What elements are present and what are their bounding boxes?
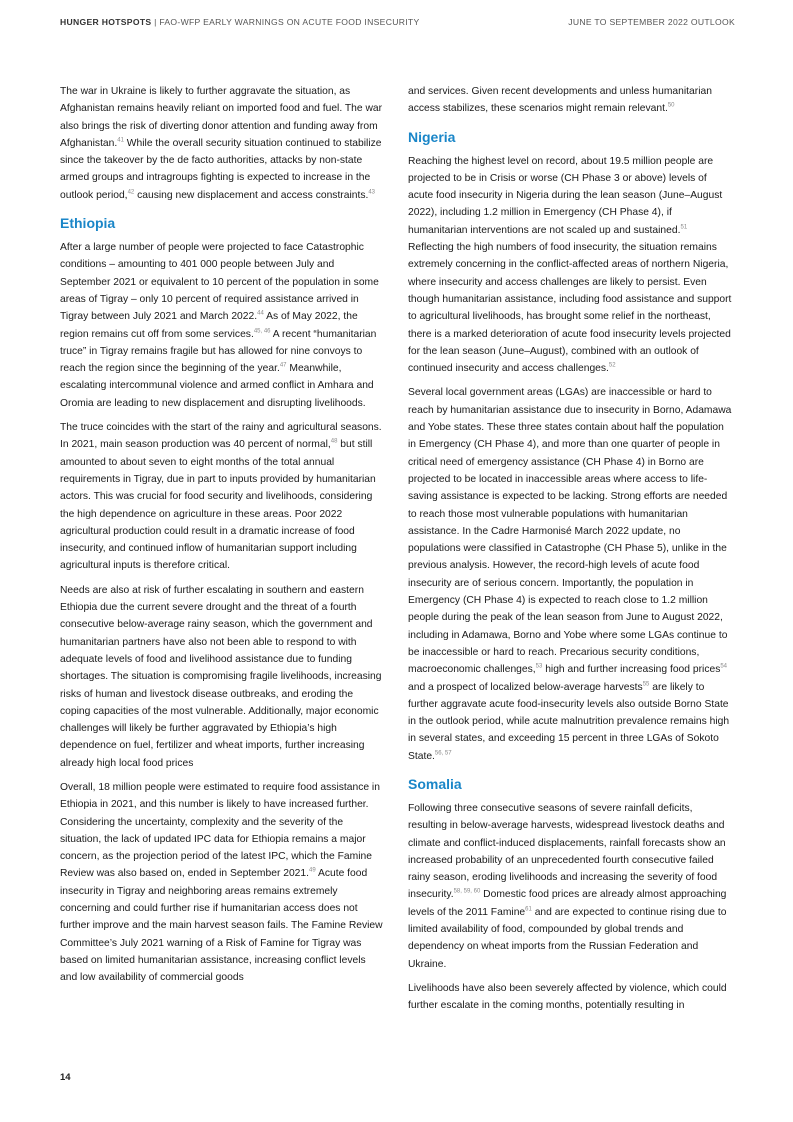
somalia-heading: Somalia bbox=[408, 775, 462, 792]
nigeria-heading: Nigeria bbox=[408, 128, 456, 145]
afghanistan-paragraph: The war in Ukraine is likely to further aggravate the situation, as Afghanistan remains heavily reliant on imported food and fuel. The war also brings the risk of diverting donor attention and funding away from Afghanistan.$^{41}$ While the overall security situation continued to stabilize since the takeover by the de facto authorities, attacks by non-state armed groups and intragroups fighting is expected to increase in the outlook period,$^{42}$ causing new displacement and access constraints.$^{43}$ bbox=[60, 86, 383, 201]
ethiopia-heading: Ethiopia bbox=[60, 215, 116, 232]
left-column bbox=[60, 83, 385, 994]
nigeria-paragraph-1: Reaching the highest level on record, about 19.5 million people are projected to be in Crisis or worse (CH Phase 3 or above) levels of acute food insecurity in Nigeria during the lean season (June–August 2022), including 1.2 million in Emergency (CH Phase 4), if humanitarian interventions are not scaled up and sustained.$^{51}$ Reflecting the high numbers of food insecurity, the situation remains extremely concerning in the conflict-affected areas of northern Nigeria, where insecurity and access challenges are likely to persist. Even though humanitarian assistance, including food assistance and support to agricultural livelihoods, has brought some relief in the northeast, there is a marked deterioration of acute food insecurity levels projected for the lean season (June–August), combined with an outlook of continued insecurity and access challenges.$^{52}$ bbox=[408, 155, 732, 375]
report-title-rest: | FAO-WFP EARLY WARNINGS ON ACUTE FOOD INSECURITY bbox=[151, 17, 420, 27]
ethiopia-paragraph-3: Needs are also at risk of further escalating in southern and eastern Ethiopia due the current severe drought and the threat of a fourth consecutive below-average rainy season, which the government and humanitarian partners have also not been able to respond to with adequate levels of food and livelihood assistance due to funding shortages. The situation is compromising fragile livelihoods, increasing risks of human and livestock disease outbreaks, and eroding the coping capacities of the most vulnerable. Additionally, major economic challenges will likely be further aggravated by Ethiopia’s high dependence on fuel, fertilizer and wheat imports, further increasing already high local food prices bbox=[60, 584, 382, 769]
page-number: 14 bbox=[60, 1072, 71, 1083]
right-column bbox=[408, 83, 734, 1022]
ethiopia-paragraph-4: Overall, 18 million people were estimated to require food assistance in Ethiopia in 2021, and this number is likely to have increased further. Considering the uncertainty, complexity and the severity of the situation, the lack of updated IPC data for Ethiopia remains a major concern, as the projection period of the latest IPC, which the Famine Review was also based on, ended in September 2021.49 Acute food insecurity in Tigray and neighboring areas remains extremely concerning and could further rise if humanitarian access does not further improve and the main harvest season fails. The Famine Review Committee’s July 2021 warning of a Risk of Famine for Tigray was based on limited humanitarian assistance, increasing conflict levels and low availability of commercial goods bbox=[60, 781, 383, 984]
report-period: JUNE TO SEPTEMBER 2022 OUTLOOK bbox=[568, 17, 735, 27]
report-title-bold: HUNGER HOTSPOTS bbox=[60, 17, 152, 27]
ethiopia-paragraph-2: The truce coincides with the start of the rainy and agricultural seasons. In 2021, main season production was 40 percent of normal,$^{48}$ but still amounted to about seven to eight months of the total annual requirements in Tigray, due in part to inputs provided by humanitarian actors. This was crucial for food security and livelihoods, considering the high dependence on agriculture in these areas. Poor 2022 agricultural production could result in a dramatic increase of food insecurity, and continued inflow of humanitarian support including agricultural inputs is therefore critical. bbox=[60, 422, 382, 572]
somalia-paragraph-2: Livelihoods have also been severely affected by violence, which could further escalate in the coming months, potentially resulting in bbox=[408, 982, 727, 1012]
page-header bbox=[60, 17, 735, 31]
ethiopia-paragraph-continued: and services. Given recent developments and unless humanitarian access stabilizes, these scenarios might remain relevant.$^{50}$ bbox=[408, 86, 712, 115]
report-title bbox=[60, 17, 419, 27]
nigeria-paragraph-2: Several local government areas (LGAs) are inaccessible or hard to reach by humanitarian assistance due to insecurity in Borno, Adamawa and Yobe states. These three states contain about half the population in Emergency (CH Phase 4), and more than one quarter of people in critical need of emergency assistance (CH Phase 4) in Borno are projected to be located in inaccessible areas where access to life-saving assistance is expected to be lacking. Strong efforts are needed to reach those most vulnerable populations with humanitarian assistance. In the Cadre Harmonisé March 2022 update, no populations were classified in Catastrophe (CH Phase 5), unlike in the previous analysis. However, the record-high levels of acute food insecurity are of serious concern. Importantly, the population in Emergency (CH Phase 4) is expected to reach close to 1.2 million people during the peak of the lean season from June to August 2022, including in Adamawa, Borno and Yobe where some LGAs continue to be inaccessible or hard to reach. Precarious security conditions, macroeconomic challenges,$^{53}$ high and further increasing food prices$^{54}$ and a prospect of localized below-average harvests$^{55}$ are likely to further aggravate acute food-insecurity levels also outside Borno State in the outlook period, while acute malnutrition prevalence remains high in several states, and exceeding 15 percent in three LGAs of Sokoto State.$^{56, 57}$ bbox=[408, 387, 732, 762]
ethiopia-paragraph-1: After a large number of people were projected to face Catastrophic conditions – amounting to 401 000 people between July and September 2021 or equivalent to 10 percent of the population in some areas of Tigray – only 10 percent of required assistance arrived in Tigray between July 2021 and March 2022.44 As of May 2022, the region remains cut off from some services.$^{45, 46}$ A recent “humanitarian truce” in Tigray remains fragile but has allowed for nine convoys to reach the region since the beginning of the year.$^{47}$ Meanwhile, escalating intercommunal violence and armed conflict in Amhara and Oromia are leading to new displacement and disrupting livelihoods. bbox=[60, 242, 379, 409]
somalia-paragraph-1: Following three consecutive seasons of severe rainfall deficits, resulting in below-average harvests, widespread livestock deaths and climate and conflict-induced displacements, rainfall forecasts show an increased probability of an unprecedented fourth consecutive failed rainy season, eroding livelihoods and increasing the severity of food insecurity.$^{58, 59, 60}$ Domestic food prices are already almost approaching levels of the 2011 Famine$^{61}$ and are expected to continue rising due to limited availability of food, compounded by global trends and dependency on wheat imports from the Russian Federation and Ukraine. bbox=[408, 802, 727, 970]
